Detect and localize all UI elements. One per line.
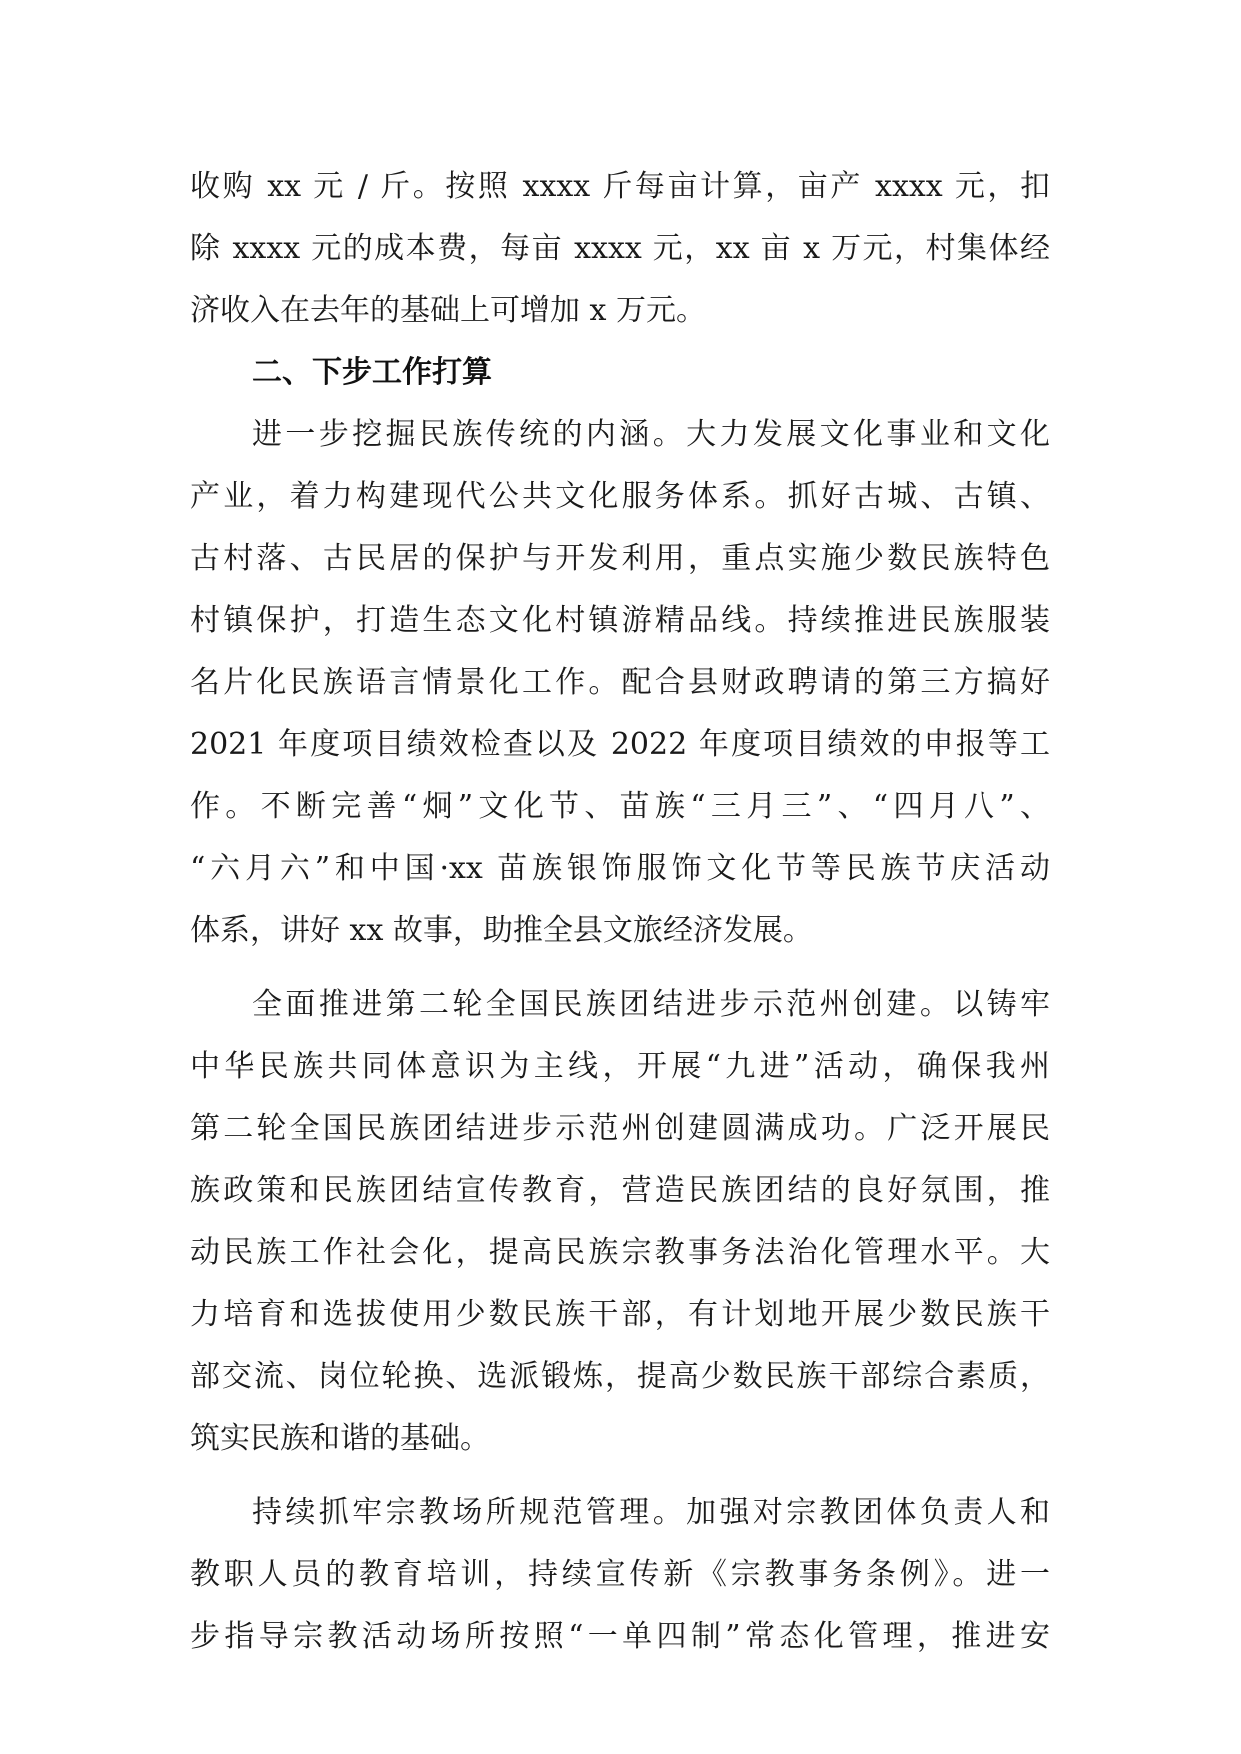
document-body [190, 156, 1050, 1668]
text-line: 持续抓牢宗教场所规范管理。加强对宗教团体负责人和 [252, 1495, 1050, 1530]
intro-paragraph [190, 156, 1050, 342]
text-line: 2021 年度项目绩效检查以及 2022 年度项目绩效的申报等工 [190, 727, 1050, 762]
paragraph-religion [190, 1482, 1050, 1668]
paragraph-gap [190, 962, 1050, 974]
text-line: 动民族工作社会化，提高民族宗教事务法治化管理水平。大 [190, 1235, 1050, 1270]
text-line: 体系，讲好 xx 故事，助推全县文旅经济发展。 [190, 913, 813, 948]
text-line: 除 xxxx 元的成本费，每亩 xxxx 元，xx 亩 x 万元，村集体经 [190, 231, 1050, 266]
text-line: 族政策和民族团结宣传教育，营造民族团结的良好氛围，推 [190, 1173, 1050, 1208]
text-line: 产业，着力构建现代公共文化服务体系。抓好古城、古镇、 [190, 479, 1050, 514]
paragraph-culture [190, 404, 1050, 962]
text-line: 筑实民族和谐的基础。 [190, 1421, 490, 1456]
text-line: 名片化民族语言情景化工作。配合县财政聘请的第三方搞好 [190, 665, 1050, 700]
text-line: 古村落、古民居的保护与开发利用，重点实施少数民族特色 [190, 541, 1050, 576]
text-line: “六月六”和中国·xx 苗族银饰服饰文化节等民族节庆活动 [190, 851, 1050, 886]
text-line: 作。不断完善“炯”文化节、苗族“三月三”、“四月八”、 [190, 789, 1050, 824]
paragraph-unity [190, 974, 1050, 1470]
text-line: 力培育和选拔使用少数民族干部，有计划地开展少数民族干 [190, 1297, 1050, 1332]
text-line: 进一步挖掘民族传统的内涵。大力发展文化事业和文化 [252, 417, 1050, 452]
text-line: 全面推进第二轮全国民族团结进步示范州创建。以铸牢 [252, 987, 1050, 1022]
section-heading: 二、下步工作打算 [252, 355, 492, 390]
text-line: 济收入在去年的基础上可增加 x 万元。 [190, 293, 706, 328]
text-line: 中华民族共同体意识为主线，开展“九进”活动，确保我州 [190, 1049, 1050, 1084]
text-line: 步指导宗教活动场所按照“一单四制”常态化管理，推进安 [190, 1619, 1050, 1654]
paragraph-gap [190, 1470, 1050, 1482]
text-line: 部交流、岗位轮换、选派锻炼，提高少数民族干部综合素质， [190, 1359, 1050, 1394]
text-line: 教职人员的教育培训，持续宣传新《宗教事务条例》。进一 [190, 1557, 1050, 1592]
text-line: 村镇保护，打造生态文化村镇游精品线。持续推进民族服装 [190, 603, 1050, 638]
text-line: 第二轮全国民族团结进步示范州创建圆满成功。广泛开展民 [190, 1111, 1050, 1146]
text-line: 收购 xx 元 / 斤。按照 xxxx 斤每亩计算，亩产 xxxx 元，扣 [190, 169, 1050, 204]
